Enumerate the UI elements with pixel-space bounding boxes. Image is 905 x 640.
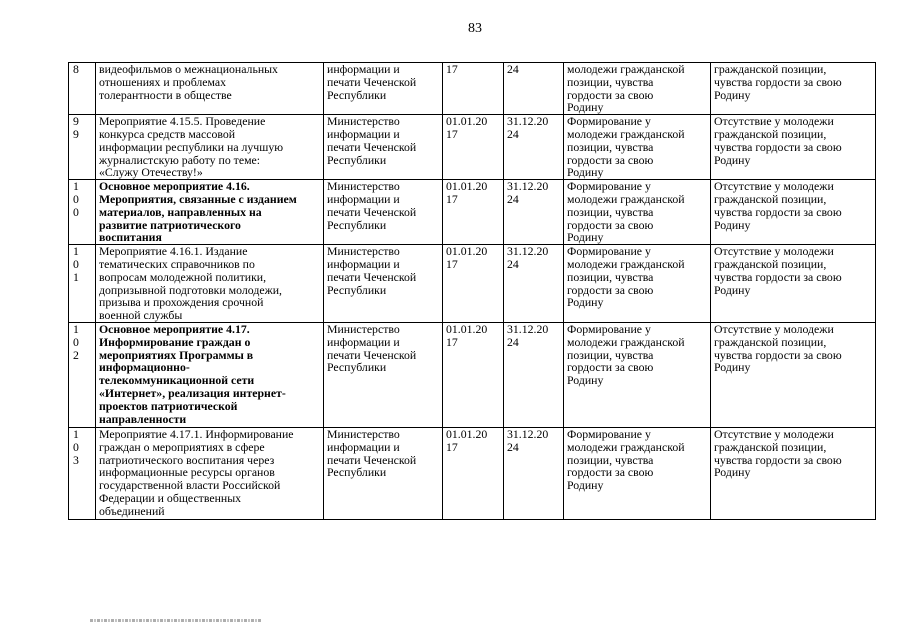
table-row	[69, 63, 876, 115]
start-date-cell: 17	[443, 63, 504, 115]
table-row	[69, 245, 876, 323]
non-implementation-consequence-cell: Отсутствие у молодежи гражданской позиции, чувства гордости за свою Родину	[711, 322, 876, 427]
expected-result-cell: Формирование у молодежи гражданской позиции, чувства гордости за свою Родину	[564, 322, 711, 427]
end-date-cell: 24	[504, 63, 564, 115]
measure-name-cell: Мероприятие 4.15.5. Проведение конкурса средств массовой информации республики на лучшую журналистскую работу по теме: «Служу Отечеству!»	[96, 115, 324, 180]
measures-table	[68, 62, 876, 520]
end-date-cell: 31.12.20 24	[504, 180, 564, 245]
start-date-cell: 01.01.20 17	[443, 427, 504, 519]
non-implementation-consequence-cell: Отсутствие у молодежи гражданской позиции, чувства гордости за свою Родину	[711, 180, 876, 245]
row-number-cell: 1 0 2	[69, 322, 96, 427]
non-implementation-consequence-cell: Отсутствие у молодежи гражданской позиции, чувства гордости за свою Родину	[711, 427, 876, 519]
end-date-cell: 31.12.20 24	[504, 115, 564, 180]
row-number-cell: 1 0 3	[69, 427, 96, 519]
row-number-cell: 1 0 1	[69, 245, 96, 323]
expected-result-cell: Формирование у молодежи гражданской позиции, чувства гордости за свою Родину	[564, 427, 711, 519]
executor-cell: Министерство информации и печати Чеченской Республики	[324, 115, 443, 180]
table-row	[69, 427, 876, 519]
measure-name-cell: Мероприятие 4.17.1. Информирование граждан о мероприятиях в сфере патриотического воспитания через информационные ресурсы органов государственной власти Российской Федерации и общественных объединений	[96, 427, 324, 519]
start-date-cell: 01.01.20 17	[443, 322, 504, 427]
start-date-cell: 01.01.20 17	[443, 245, 504, 323]
expected-result-cell: Формирование у молодежи гражданской позиции, чувства гордости за свою Родину	[564, 180, 711, 245]
non-implementation-consequence-cell: Отсутствие у молодежи гражданской позиции, чувства гордости за свою Родину	[711, 245, 876, 323]
executor-cell: Министерство информации и печати Чеченской Республики	[324, 245, 443, 323]
start-date-cell: 01.01.20 17	[443, 180, 504, 245]
executor-cell: Министерство информации и печати Чеченской Республики	[324, 322, 443, 427]
expected-result-cell: Формирование у молодежи гражданской позиции, чувства гордости за свою Родину	[564, 245, 711, 323]
measure-name-cell: Основное мероприятие 4.16. Мероприятия, связанные с изданием материалов, направленных на развитие патриотического воспитания	[96, 180, 324, 245]
measure-name-cell: Мероприятие 4.16.1. Издание тематических справочников по вопросам молодежной политики, допризывной подготовки молодежи, призыва и прохождения срочной военной службы	[96, 245, 324, 323]
expected-result-cell: Формирование у молодежи гражданской позиции, чувства гордости за свою Родину	[564, 115, 711, 180]
row-number-cell: 9 9	[69, 115, 96, 180]
non-implementation-consequence-cell: гражданской позиции, чувства гордости за свою Родину	[711, 63, 876, 115]
executor-cell: Министерство информации и печати Чеченской Республики	[324, 180, 443, 245]
row-number-cell: 8	[69, 63, 96, 115]
end-date-cell: 31.12.20 24	[504, 427, 564, 519]
row-number-cell: 1 0 0	[69, 180, 96, 245]
non-implementation-consequence-cell: Отсутствие у молодежи гражданской позиции, чувства гордости за свою Родину	[711, 115, 876, 180]
table-row	[69, 115, 876, 180]
page-number: 83	[468, 21, 482, 36]
file-path-footer	[90, 619, 262, 622]
table-row	[69, 322, 876, 427]
executor-cell: информации и печати Чеченской Республики	[324, 63, 443, 115]
executor-cell: Министерство информации и печати Чеченской Республики	[324, 427, 443, 519]
end-date-cell: 31.12.20 24	[504, 322, 564, 427]
start-date-cell: 01.01.20 17	[443, 115, 504, 180]
measures-table-body	[69, 63, 876, 520]
table-row	[69, 180, 876, 245]
measure-name-cell: видеофильмов о межнациональных отношениях и проблемах толерантности в обществе	[96, 63, 324, 115]
measure-name-cell: Основное мероприятие 4.17. Информирование граждан о мероприятиях Программы в информационно- телекоммуникационной сети «Интернет», реализация интернет- проектов патриотической направленности	[96, 322, 324, 427]
expected-result-cell: молодежи гражданской позиции, чувства гордости за свою Родину	[564, 63, 711, 115]
end-date-cell: 31.12.20 24	[504, 245, 564, 323]
